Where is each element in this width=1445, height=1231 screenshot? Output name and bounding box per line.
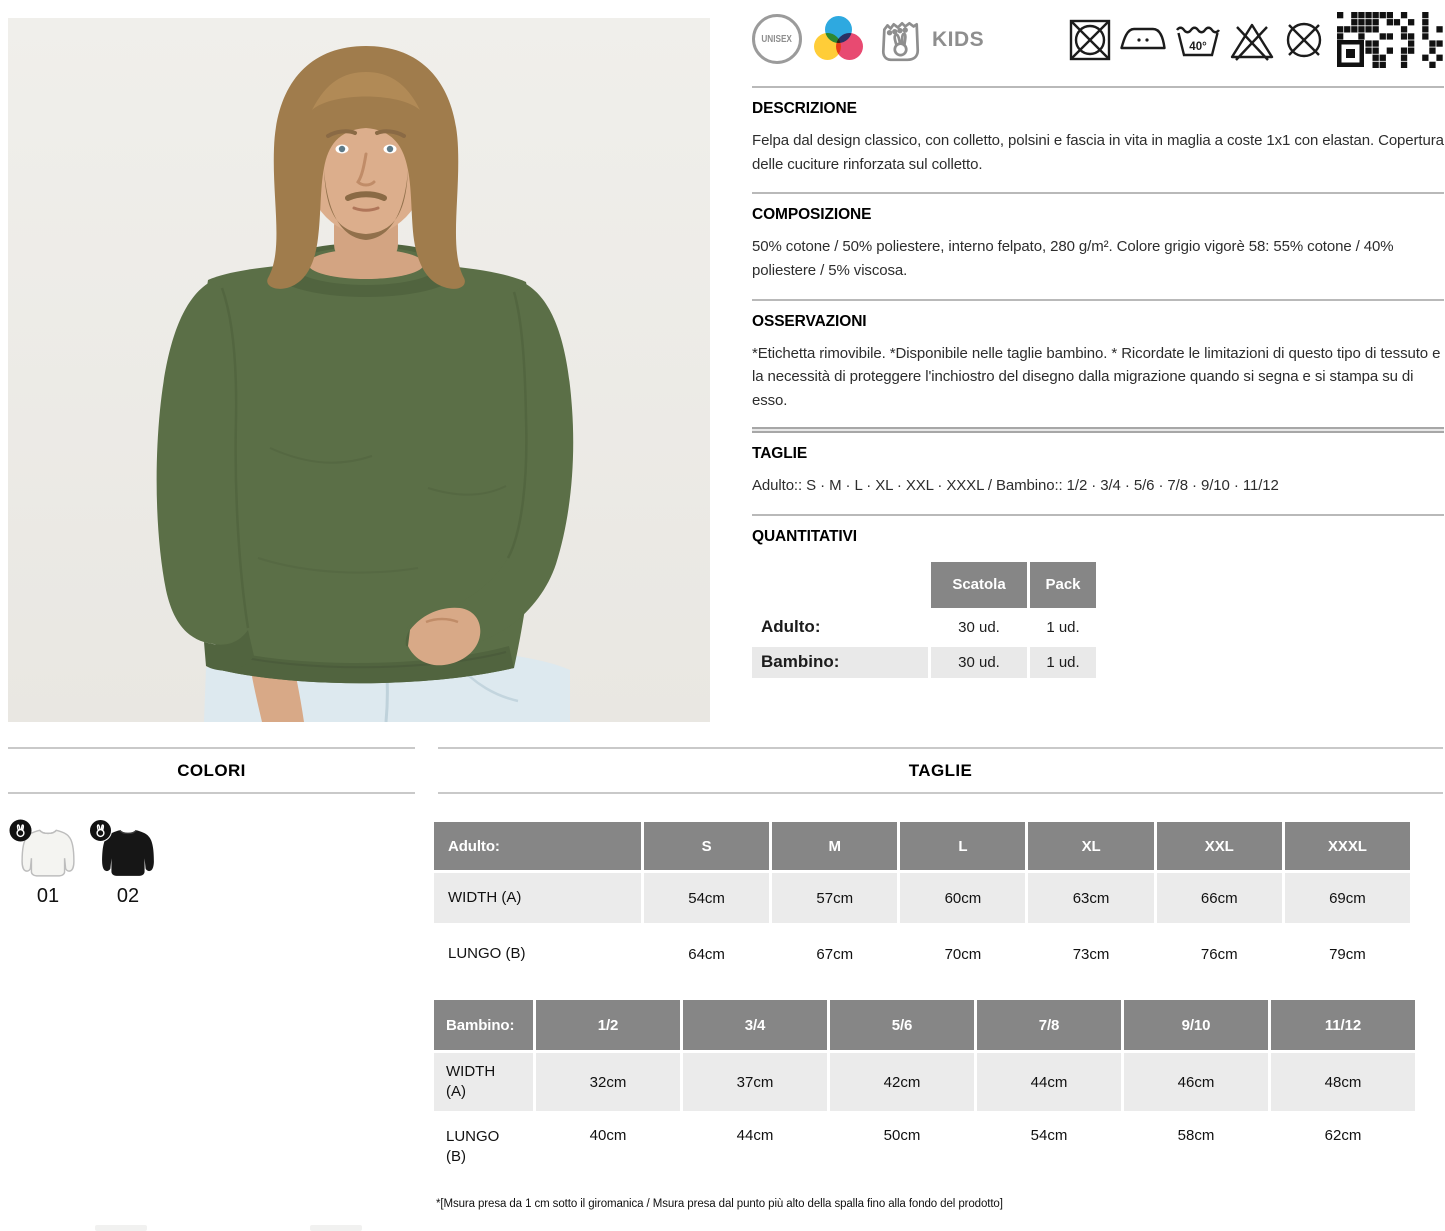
- size-value: 48cm: [1271, 1053, 1415, 1111]
- wash-temp-label: 40°: [1189, 41, 1207, 53]
- size-value: 44cm: [736, 1127, 774, 1144]
- divider: [752, 86, 1444, 88]
- color-swatch-02[interactable]: [96, 824, 160, 908]
- info-panel: [752, 0, 1444, 678]
- do-not-tumble-dry-icon: [1068, 18, 1112, 62]
- size-value: 67cm: [816, 945, 854, 963]
- adult-table-label: Adulto:: [434, 822, 641, 870]
- product-photo: [8, 18, 710, 722]
- size-col: M: [772, 822, 897, 870]
- size-value: 40cm: [589, 1127, 627, 1144]
- size-col: S: [644, 822, 769, 870]
- cropped-artifact: [310, 1225, 362, 1231]
- model-illustration: [8, 18, 710, 722]
- size-value: 76cm: [1200, 945, 1238, 963]
- size-col: 3/4: [683, 1000, 827, 1050]
- divider: [752, 514, 1444, 516]
- size-value: 58cm: [1177, 1127, 1215, 1144]
- do-not-dry-clean-icon: [1282, 18, 1326, 62]
- size-col: XXL: [1157, 822, 1282, 870]
- size-value: 63cm: [1028, 873, 1153, 923]
- qr-code: [1336, 12, 1444, 68]
- size-col: 1/2: [536, 1000, 680, 1050]
- size-value: 70cm: [944, 945, 982, 963]
- quantity-bambino-pack: 1 ud.: [1030, 647, 1096, 678]
- row-label: LUNGO (B): [446, 1128, 500, 1166]
- size-col: 11/12: [1271, 1000, 1415, 1050]
- quantity-adulto-scatola: 30 ud.: [958, 618, 1000, 636]
- measurement-footnote: *[Msura presa da 1 cm sotto il giromanica / Msura presa dal punto più alto della spalla fino alla fondo del prodotto]: [436, 1198, 1003, 1210]
- swatch-code: 01: [36, 885, 60, 907]
- taglie-text: Adulto:: S · M · L · XL · XXL · XXXL / Bambino:: 1/2 · 3/4 · 5/6 · 7/8 · 9/10 · 11/12: [752, 476, 1279, 494]
- size-value: 37cm: [683, 1053, 827, 1111]
- unisex-badge-icon: [752, 14, 802, 64]
- size-value: 64cm: [688, 945, 725, 963]
- kids-badge-icon: [89, 819, 112, 847]
- colori-panel-header: [8, 747, 415, 794]
- size-col: 9/10: [1124, 1000, 1268, 1050]
- kids-badge-icon: [9, 819, 32, 847]
- cropped-artifact: [95, 1225, 147, 1231]
- size-value: 50cm: [883, 1127, 921, 1144]
- quantity-row-bambino-label: Bambino:: [752, 647, 928, 678]
- row-label: WIDTH (A): [434, 1053, 533, 1111]
- kids-table-label: Bambino:: [434, 1000, 533, 1050]
- size-value: 54cm: [644, 873, 769, 923]
- section-title-osservazioni: OSSERVAZIONI: [752, 312, 867, 330]
- quantity-table-spacer: [752, 562, 928, 608]
- size-col: XL: [1028, 822, 1153, 870]
- care-symbols: [1068, 18, 1326, 62]
- divider: [752, 299, 1444, 301]
- do-not-bleach-icon: [1229, 18, 1275, 62]
- size-value: 32cm: [536, 1053, 680, 1111]
- size-value: 57cm: [772, 873, 897, 923]
- quantity-row-adulto-label: Adulto:: [761, 617, 821, 636]
- size-value: 73cm: [1072, 945, 1110, 963]
- size-value: 46cm: [1124, 1053, 1268, 1111]
- size-col: 7/8: [977, 1000, 1121, 1050]
- color-swatches: [16, 824, 160, 908]
- quantity-table: [752, 562, 1444, 678]
- section-title-composizione: COMPOSIZIONE: [752, 206, 872, 224]
- osservazioni-text: *Etichetta rimovibile. *Disponibile nelle taglie bambino. * Ricordate le limitazioni di questo tipo di tessuto e la necessità di proteggere l'inchiostro del disegno dalla migrazione quando si segna e si stampa su di esso.: [752, 344, 1441, 410]
- color-swatch-01[interactable]: [16, 824, 80, 908]
- section-title-taglie: TAGLIE: [752, 444, 808, 462]
- kids-size-table: [434, 1000, 1415, 1176]
- swatch-code: 02: [116, 885, 140, 907]
- row-label: LUNGO (B): [448, 944, 526, 962]
- quantity-col-pack: Pack: [1030, 562, 1096, 608]
- taglie-panel-header: [438, 747, 1443, 794]
- divider: [752, 192, 1444, 194]
- color-dot-pink: [836, 33, 863, 60]
- size-col: L: [900, 822, 1025, 870]
- size-value: 54cm: [1030, 1127, 1068, 1144]
- size-value: 62cm: [1324, 1127, 1362, 1144]
- size-col: XXXL: [1285, 822, 1410, 870]
- multicolor-icon: [814, 16, 864, 64]
- section-title-descrizione: DESCRIZIONE: [752, 100, 857, 117]
- attribute-icon-row: [752, 12, 1444, 84]
- composizione-text: 50% cotone / 50% poliestere, interno felpato, 280 g/m². Colore grigio vigorè 58: 55% cotone / 40% poliestere / 5% viscosa.: [752, 238, 1394, 280]
- size-value: 69cm: [1285, 873, 1410, 923]
- descrizione-text: Felpa dal design classico, con colletto, polsini e fascia in vita in maglia a coste 1x1 con elastan. Copertura delle cuciture rinforzata sul colletto.: [752, 132, 1444, 173]
- kids-pocket-icon: [876, 16, 924, 69]
- kids-label: KIDS: [932, 28, 985, 51]
- section-title-quantitativi: QUANTITATIVI: [752, 527, 857, 545]
- size-value: 44cm: [977, 1053, 1121, 1111]
- size-value: 42cm: [830, 1053, 974, 1111]
- quantity-bambino-scatola: 30 ud.: [931, 647, 1027, 678]
- colori-title: COLORI: [177, 760, 246, 780]
- size-value: 60cm: [900, 873, 1025, 923]
- adult-size-table: [434, 822, 1410, 982]
- taglie-title: TAGLIE: [908, 760, 973, 780]
- size-value: 79cm: [1329, 945, 1366, 963]
- wash-40-icon: [1174, 18, 1222, 62]
- quantity-adulto-pack: 1 ud.: [1046, 618, 1080, 636]
- size-col: 5/6: [830, 1000, 974, 1050]
- quantity-col-scatola: Scatola: [931, 562, 1027, 608]
- row-label: WIDTH (A): [434, 873, 641, 923]
- iron-two-dots-icon: [1119, 18, 1167, 62]
- size-value: 66cm: [1157, 873, 1282, 923]
- unisex-label: UNISEX: [761, 33, 793, 45]
- divider-thick: [752, 427, 1444, 433]
